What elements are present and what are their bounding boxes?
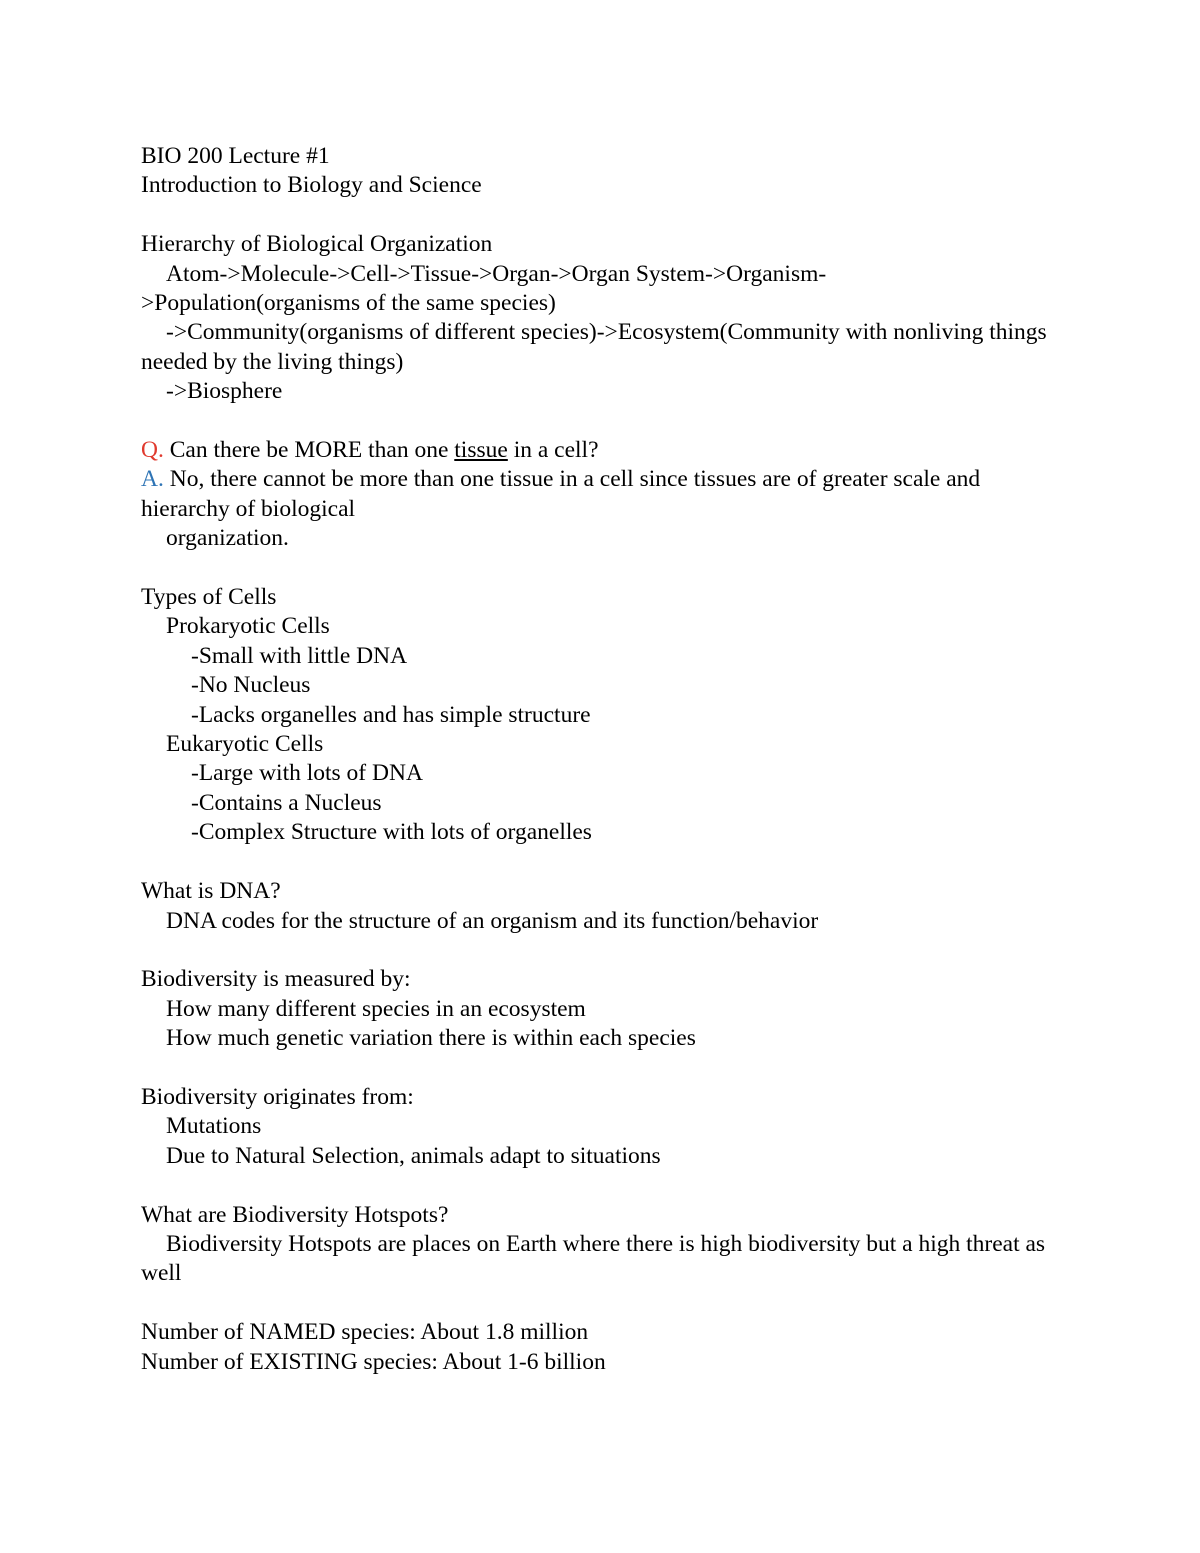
- hierarchy-line-1b: >Population(organisms of the same species): [141, 290, 556, 317]
- spacer: [141, 1171, 1066, 1200]
- eukaryotic-point: -Large with lots of DNA: [191, 760, 423, 787]
- named-species-count: Number of NAMED species: About 1.8 million: [141, 1319, 589, 1346]
- hierarchy-heading: Hierarchy of Biological Organization: [141, 231, 493, 258]
- answer-label: A.: [141, 466, 164, 493]
- prokaryotic-point: -No Nucleus: [191, 672, 311, 699]
- spacer: [141, 848, 1066, 877]
- lecture-notes-page: [141, 142, 1066, 1377]
- hotspots-heading: What are Biodiversity Hotspots?: [141, 1201, 449, 1228]
- spacer: [141, 936, 1066, 965]
- cells-heading: Types of Cells: [141, 584, 277, 611]
- hierarchy-line-2: ->Community(organisms of different species)->Ecosystem(Community with nonliving things needed by the living things): [141, 319, 1053, 375]
- answer-continuation: organization.: [166, 525, 289, 552]
- eukaryotic-point: -Contains a Nucleus: [191, 789, 382, 816]
- hierarchy-line-1a: Atom->Molecule->Cell->Tissue->Organ->Organ System->Organism-: [166, 260, 827, 287]
- question-text-before: Can there be MORE than one: [169, 437, 449, 464]
- answer-text: No, there cannot be more than one tissue in a cell since tissues are of greater scale and hierarchy of biological: [141, 466, 987, 522]
- eukaryotic-point: -Complex Structure with lots of organelles: [191, 819, 592, 846]
- dna-heading: What is DNA?: [141, 878, 281, 905]
- spacer: [141, 1289, 1066, 1318]
- question-label: Q.: [141, 437, 164, 464]
- hierarchy-line-3: ->Biosphere: [166, 378, 283, 405]
- question-underlined-word: tissue: [454, 437, 508, 464]
- biodiversity-origin-heading: Biodiversity originates from:: [141, 1083, 414, 1110]
- biodiversity-origin-point: Due to Natural Selection, animals adapt to situations: [166, 1142, 661, 1169]
- lecture-subtitle: Introduction to Biology and Science: [141, 172, 482, 199]
- spacer: [141, 554, 1066, 583]
- prokaryotic-point: -Lacks organelles and has simple structure: [191, 701, 591, 728]
- prokaryotic-point: -Small with little DNA: [191, 642, 408, 669]
- question-text-after: in a cell?: [513, 437, 599, 464]
- spacer: [141, 1054, 1066, 1083]
- spacer: [141, 201, 1066, 230]
- biodiversity-measured-point: How many different species in an ecosystem: [166, 995, 586, 1022]
- biodiversity-measured-heading: Biodiversity is measured by:: [141, 966, 411, 993]
- biodiversity-origin-point: Mutations: [166, 1113, 262, 1140]
- biodiversity-measured-point: How much genetic variation there is within each species: [166, 1025, 696, 1052]
- dna-answer: DNA codes for the structure of an organism and its function/behavior: [166, 907, 819, 934]
- course-title: BIO 200 Lecture #1: [141, 143, 330, 169]
- eukaryotic-title: Eukaryotic Cells: [166, 731, 324, 758]
- prokaryotic-title: Prokaryotic Cells: [166, 613, 330, 640]
- hotspots-answer: Biodiversity Hotspots are places on Earth where there is high biodiversity but a high threat as well: [141, 1230, 1051, 1287]
- spacer: [141, 407, 1066, 436]
- question: [141, 436, 1066, 465]
- answer: [141, 465, 1066, 524]
- existing-species-count: Number of EXISTING species: About 1-6 billion: [141, 1348, 606, 1375]
